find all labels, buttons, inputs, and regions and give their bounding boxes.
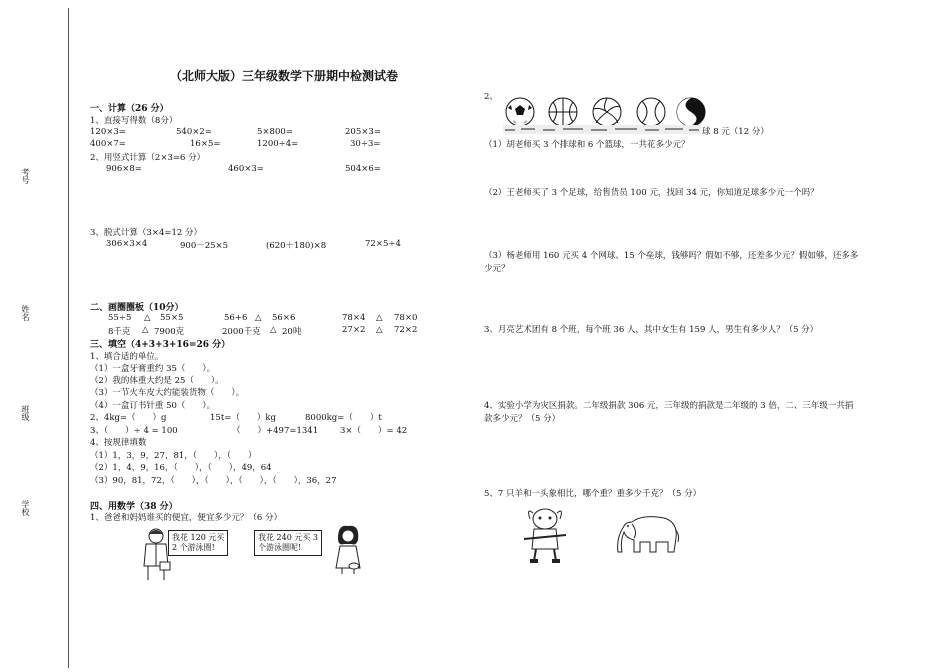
s3-q2: 8000kg=（ ）t	[305, 413, 382, 423]
pattern-item: （3）90，81，72，（ ），（ ），（ ），（ ），36，27	[90, 476, 337, 486]
q2-part2: （2）王老师买了 3 个足球，给售货员 100 元，找回 34 元，你知道足球多少元一个吗？	[484, 188, 819, 198]
price-text-tail: 球 8 元（12 分）	[702, 127, 769, 137]
calc-item: 5×800=	[257, 127, 293, 137]
s3-q2: 2、4kg=（ ）g	[90, 413, 167, 423]
sheep-illustration	[520, 505, 570, 565]
section-3-heading: 三、填空（4+3+3+16=26 分）	[90, 340, 231, 350]
mother-speech-bubble	[254, 530, 322, 556]
binding-margin-line	[68, 8, 69, 668]
calc-item: 1200÷4=	[257, 139, 299, 149]
s1-q2: 2、用竖式计算（2×3=6 分）	[90, 153, 206, 163]
mixed-calc-item: 306×3×4	[106, 239, 148, 249]
mother-figure-illustration	[330, 524, 366, 576]
compare-item: 55÷5	[108, 313, 132, 323]
s3-q3: 3×（ ）= 42	[340, 426, 408, 436]
elephant-illustration	[612, 512, 682, 558]
mixed-calc-item: 72×5÷4	[365, 239, 401, 249]
question-4-line1: 4、实验小学为灾区捐款。二年级捐款 306 元，三年级的捐款是二年级的 3 倍，二、三年级一共捐	[484, 401, 854, 411]
mixed-calc-item: (620＋180)×8	[266, 241, 327, 251]
compare-triangle: △	[270, 325, 277, 335]
s3-q3: （ ）+497=1341	[232, 426, 319, 436]
s3-q4: 4、按规律填数	[90, 438, 147, 448]
compare-item: 78×4	[342, 313, 366, 323]
compare-triangle: △	[142, 325, 149, 335]
vertical-calc-item: 504×6=	[345, 164, 381, 174]
s1-q1: 1、直接写得数（8分）	[90, 116, 178, 126]
q2-part1: （1）胡老师买 3 个排球和 6 个篮球，一共花多少元？	[484, 140, 690, 150]
bubble-line: 2 个游泳圈!	[172, 543, 215, 552]
compare-triangle: △	[376, 313, 383, 323]
q2-part3-line2: 少元？	[484, 264, 510, 274]
pattern-item: （1）1，3，9，27，81，（ ），（ ）	[90, 451, 257, 461]
fill-unit-item: （4）一盒订书针重 50（ ）。	[90, 401, 216, 411]
calc-item: 30÷3=	[350, 139, 381, 149]
pattern-item: （2）1，4，9，16，（ ），（ ），49，64	[90, 463, 272, 473]
compare-item: 72×2	[394, 325, 418, 335]
compare-triangle: △	[255, 313, 262, 323]
softball-icon	[676, 97, 706, 127]
side-label-name: 姓名	[21, 305, 30, 321]
section-1-heading: 一、计算（26 分）	[90, 104, 169, 114]
s1-q3: 3、脱式计算（3×4=12 分）	[90, 228, 202, 238]
calc-item: 400×7=	[90, 139, 126, 149]
fill-unit-item: （3）一节火车皮大约能装货物（ ）。	[90, 388, 245, 398]
calc-item: 205×3=	[345, 127, 381, 137]
obscured-price-text	[503, 125, 701, 134]
compare-item: 20吨	[282, 327, 302, 337]
side-label-class: 班级	[21, 405, 30, 421]
compare-triangle: △	[144, 313, 151, 323]
s4-q1: 1、爸爸和妈妈谁买的便宜，便宜多少元？（6 分）	[90, 513, 283, 523]
question-5: 5、7 只羊和一头象相比，哪个重？重多少千克？（5 分）	[484, 489, 702, 499]
soccer-ball-icon	[505, 97, 535, 127]
tennis-ball-icon	[636, 97, 666, 127]
compare-item: 2000千克	[222, 327, 261, 337]
compare-item: 27×2	[342, 325, 366, 335]
s3-q1: 1、填合适的单位。	[90, 352, 164, 362]
compare-item: 7900克	[154, 327, 185, 337]
volleyball-icon	[592, 97, 622, 127]
compare-item: 8千克	[108, 327, 131, 337]
bubble-line: 个游泳圈呢!	[258, 543, 302, 552]
side-label-kaohao: 考号	[21, 168, 30, 184]
fill-unit-item: （2）我的体重大约是 25（ ）。	[90, 376, 224, 386]
compare-item: 78×0	[394, 313, 418, 323]
mixed-calc-item: 900－25×5	[180, 241, 229, 251]
vertical-calc-item: 460×3=	[228, 164, 264, 174]
section-4-heading: 四、用数学（38 分）	[90, 502, 178, 512]
calc-item: 120×3=	[90, 127, 126, 137]
question-3: 3、月亮艺术团有 8 个班，每个班 36 人，其中女生有 159 人，男生有多少人？（5 分）	[484, 325, 819, 335]
s3-q3: 3、（ ）÷ 4 = 100	[90, 426, 178, 436]
father-speech-bubble	[168, 530, 228, 556]
question-4-line2: 款多少元？（5 分）	[484, 414, 561, 424]
vertical-calc-item: 906×8=	[106, 164, 142, 174]
compare-triangle: △	[376, 325, 383, 335]
compare-item: 55×5	[160, 313, 184, 323]
bubble-line: 我花 120 元买	[172, 533, 225, 542]
fill-unit-item: （1）一盒牙膏重约 35（ ）。	[90, 364, 216, 374]
calc-item: 16×5=	[190, 139, 221, 149]
question-2-number: 2、	[484, 92, 498, 102]
section-2-heading: 二、画圈圈板（10分）	[90, 303, 184, 313]
compare-item: 56+6	[224, 313, 248, 323]
page-title: （北师大版）三年级数学下册期中检测试卷	[170, 69, 399, 83]
side-label-school: 学校	[21, 500, 30, 516]
basketball-icon	[548, 97, 578, 127]
q2-part3-line1: （3）杨老师用 160 元买 4 个网球、15 个垒球，钱够吗？假如不够，还差多少元？假如够，还多多	[484, 251, 859, 261]
s3-q2: 15t=（ ）kg	[210, 413, 276, 423]
obscured-text-strokes	[503, 125, 701, 134]
compare-item: 56×6	[272, 313, 296, 323]
bubble-line: 我花 240 元买 3	[258, 533, 318, 542]
calc-item: 540×2=	[176, 127, 212, 137]
